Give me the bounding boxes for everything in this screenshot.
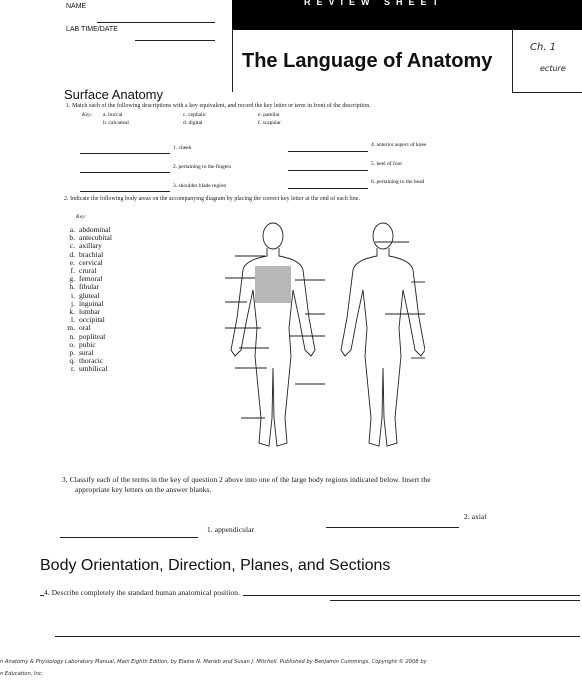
q2-key-term: gluteal — [79, 290, 100, 300]
q2-key-term: thoracic — [79, 356, 104, 366]
q2-key-letter: g. — [69, 274, 75, 284]
q2-key-term: oral — [79, 323, 91, 333]
answer-blank-5[interactable] — [288, 170, 368, 171]
q2-key-letter: e. — [69, 257, 75, 267]
lab-time-label: LAB TIME/DATE — [66, 26, 118, 33]
q1-key-a: a. buccal — [103, 112, 123, 118]
answer-blank-1[interactable] — [80, 153, 170, 154]
q2-key-letter: q. — [69, 356, 75, 366]
q1-key-d: d. digital — [183, 120, 203, 126]
description-6: 6. pertaining to the head — [371, 179, 425, 185]
q2-key-term: brachial — [79, 249, 104, 259]
q2-key-letter: f. — [70, 266, 75, 276]
q1-key-e: e. patellar — [258, 112, 280, 118]
q2-key-term: crural — [79, 266, 97, 276]
q2-key-letter: b. — [69, 233, 75, 243]
question-3-text-line-2: appropriate key letters on the answer blanks. — [75, 485, 212, 494]
answer-blank-4[interactable] — [288, 151, 368, 152]
posterior-torso-outline — [341, 248, 425, 446]
q1-key-label: Key: — [82, 112, 93, 118]
question-1-text: 1. Match each of the following descriptions with a key equivalent, and record the key letter or term in front of the description. — [66, 103, 371, 109]
q1-key-f: f. scapular — [258, 120, 281, 126]
q2-key-item — [61, 365, 112, 373]
q2-key-term: fibular — [79, 282, 99, 292]
figure-head — [263, 223, 283, 249]
question-3-text-line-1: 3. Classify each of the terms in the key of question 2 above into one of the large body regions indicated below. Insert the — [62, 475, 431, 484]
q2-key-term: cervical — [79, 257, 103, 267]
question-4-text: 4. Describe completely the standard human anatomical position. — [44, 588, 243, 597]
q2-key-term: occipital — [79, 315, 105, 325]
description-4: 4. anterior aspect of knee — [371, 142, 427, 148]
posterior-figure-head — [373, 223, 393, 249]
q2-key-letter: r. — [71, 364, 75, 374]
description-2: 2. pertaining to the fingers — [173, 164, 232, 170]
footer-citation-line-2: n Education, Inc. — [0, 671, 44, 677]
description-3: 3. shoulder blade region — [173, 183, 227, 189]
q2-key-letter: o. — [69, 339, 75, 349]
description-5: 5. heel of foot — [371, 161, 402, 167]
q2-key-term: popliteal — [79, 331, 106, 341]
footer-citation-line-1: n Anatomy & Physiology Laboratory Manual, Main Eighth Edition, by Elaine N. Marieb and Susan J. Mitchell. Published by Benjamin Cummings. Copyright © 2008 by — [0, 659, 427, 665]
q2-key-letter: a. — [69, 225, 75, 234]
q2-key-letter: i. — [71, 290, 75, 300]
page-title: The Language of Anatomy — [242, 50, 493, 72]
q2-key-term: femoral — [79, 274, 103, 284]
q2-key-letter: m. — [67, 323, 75, 333]
answer-blank-3[interactable] — [80, 191, 170, 192]
name-label: NAME — [66, 3, 87, 10]
q2-key-term: abdominal — [79, 225, 111, 234]
q2-key-letter: h. — [69, 282, 75, 292]
answer-blank-axial[interactable] — [326, 527, 459, 528]
answer-blank-appendicular[interactable] — [60, 537, 198, 538]
q1-key-c: c. cephalic — [183, 112, 207, 118]
q2-key-term: pubic — [79, 339, 96, 349]
anterior-body-figure — [225, 218, 425, 458]
handwritten-note-2: ecture — [540, 64, 566, 73]
section-heading-body-orientation: Body Orientation, Direction, Planes, and Sections — [40, 557, 391, 574]
q2-key-letter: l. — [71, 315, 75, 325]
q2-key-letter: j. — [71, 298, 75, 308]
question-2-text: 2. Indicate the following body areas on the accompanying diagram by placing the correct key letter at the end of each line. — [64, 196, 361, 202]
q2-key-term: lumbar — [79, 307, 101, 317]
q1-key-b: b. calcaneal — [103, 120, 129, 126]
q3-item-appendicular: 1. appendicular — [207, 525, 255, 534]
review-sheet-label: REVIEW SHEET — [304, 0, 445, 7]
answer-blank-q4-1[interactable] — [330, 600, 580, 601]
q2-key-list — [61, 226, 112, 374]
handwritten-note: Ch. 1 — [530, 42, 557, 53]
q2-key-letter: k. — [69, 307, 75, 317]
q2-key-term: sural — [79, 348, 94, 358]
shaded-thoracic-region — [255, 266, 291, 303]
q2-key-letter: d. — [69, 249, 75, 259]
q2-key-letter: p. — [69, 348, 75, 358]
q2-key-label: Key: — [76, 214, 87, 220]
q2-key-term: axillary — [79, 241, 102, 251]
lab-time-line[interactable] — [135, 40, 215, 41]
q2-key-letter: c. — [69, 241, 75, 251]
answer-blank-6[interactable] — [288, 188, 368, 189]
answer-blank-q4-2[interactable] — [55, 636, 580, 637]
q2-key-term: inguinal — [79, 298, 104, 308]
q3-item-axial: 2. axial — [464, 512, 487, 521]
section-heading-surface-anatomy: Surface Anatomy — [64, 87, 163, 102]
q2-key-term: antecubital — [79, 233, 112, 243]
answer-blank-2[interactable] — [80, 172, 170, 173]
description-1: 1. cheek — [173, 145, 192, 151]
name-line[interactable] — [97, 22, 215, 23]
q2-key-term: umbilical — [79, 364, 108, 374]
q2-key-letter: n. — [69, 331, 75, 341]
side-box — [512, 30, 582, 93]
